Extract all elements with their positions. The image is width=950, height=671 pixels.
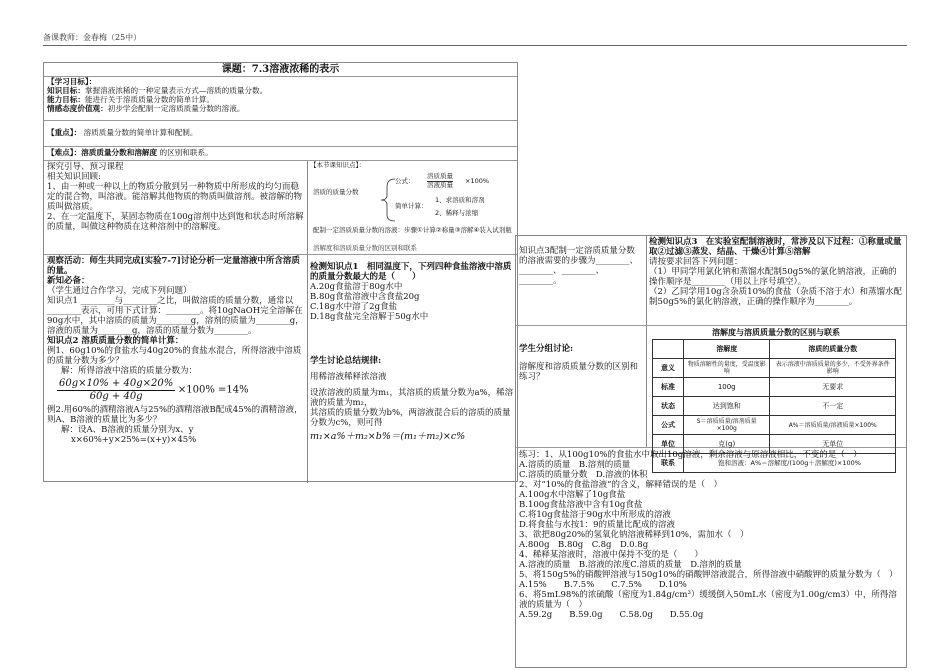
explore-line: 相关知识回顾: <box>47 172 101 183</box>
exercise-line: 4、稀释某溶液时，溶液中保持不变的是（ ） <box>519 550 703 561</box>
check3-line: （2）乙同学用10g含杂质10%的食盐（杂质不溶于水）和蒸馏水配制50g5%的氯化钠溶液，正确的操作顺序为________。 <box>649 287 903 308</box>
table-cell: 饱和溶液：A%＝溶解度/(100g＋溶解度)×100% <box>684 454 896 473</box>
formula-tail: ×100% <box>465 177 490 185</box>
formula1-denominator: 60g + 40g <box>89 390 143 402</box>
example2-line: 例2.用60%的酒精溶液A与25%的酒精溶液B配成45%的酒精溶液，则A、B溶液的质量比为多少？ <box>47 404 303 425</box>
table-cell: 不一定 <box>770 397 896 416</box>
table-cell: 物质溶解性的量度，受温度影响 <box>684 359 770 378</box>
exercise-line: A.800g B.80g C.8g D.0.8g <box>519 540 649 551</box>
knowledge-summary-section <box>307 161 517 255</box>
table-row <box>653 340 896 359</box>
table-header-cell: 溶解度 <box>684 340 770 359</box>
table-cell: 意义 <box>653 359 684 378</box>
ability-goal-label: 能力目标： <box>47 94 85 104</box>
table-cell: A%＝溶质质量/溶液质量×100% <box>770 416 896 435</box>
table-row <box>653 397 896 416</box>
formula-denominator: 溶液质量 <box>427 180 453 189</box>
exercise-line: 2、对“10%的食盐溶液”的含义，解释错误的是（ ） <box>519 480 722 491</box>
table-cell: 无要求 <box>770 378 896 397</box>
right-page <box>515 235 907 668</box>
explore-line: 1、由一种或一种以上的物质分散到另一种物质中所形成的均匀而稳定的混合物，叫溶液。能溶解其他物质的物质叫做溶剂。被溶解的物质叫做溶质。 <box>47 182 303 213</box>
emotion-goal: 初步学会配制一定溶质质量分数的溶液。 <box>107 103 245 113</box>
knowledge-goal: 掌握溶液浓稀的一种定量表示方式—溶质的质量分数。 <box>84 85 268 95</box>
table-cell: 无单位 <box>770 435 896 454</box>
activity-section <box>44 255 307 483</box>
ability-goal: 能进行关于溶质质量分数的简单计算。 <box>84 94 215 104</box>
check-discussion-section <box>307 255 517 483</box>
formula1-result: ×100% =14% <box>177 384 249 396</box>
activity-line: 解：所得溶液中溶质的质量分数为： <box>61 366 198 377</box>
table-cell: 联系 <box>653 454 684 473</box>
left-page <box>43 62 518 482</box>
difficult-point-text: 的区别和联系。 <box>159 148 213 157</box>
lesson-title: 课题：7.3溶液浓稀的表示 <box>44 63 517 77</box>
exercise-line: 5、将150g5%的硝酸钾溶液与150g10%的硝酸钾溶液混合，所得溶液中硝酸钾的质量分数为（ ） <box>519 570 898 581</box>
exercise-line: A.溶质的质量 B.溶剂的质量 <box>519 460 631 471</box>
discussion-heading: 学生讨论总结规律: <box>310 356 382 367</box>
explore-line: 2、在一定温度下，某固态物质在100g溶剂中达到饱和状态时所溶解的质量，叫做这种物质在这种溶剂中的溶解度。 <box>47 212 304 233</box>
exercise-line: 练习：1、从100g10%的食盐水中取出10g溶液，剩余溶液与原溶液相比，不变的是（ ） <box>519 450 862 460</box>
explore-line: 探究引导、预习课程 <box>47 162 124 172</box>
knowledge-goal-label: 知识目标： <box>47 85 85 95</box>
mindmap-caption: 溶解度和溶质质量分数的区别和联系 <box>313 244 417 252</box>
check1-option: C.18g水中溶了2g食盐 <box>310 302 398 313</box>
formula-example-1 <box>57 378 304 403</box>
objectives-heading: 【学习目标】： <box>47 77 97 86</box>
exercise-line: A.溶液的质量 B.溶液的浓度C.溶质的质量 D.溶剂的质量 <box>519 560 742 571</box>
table-cell: 克(g) <box>684 435 770 454</box>
check-3-section <box>646 236 906 326</box>
knowledge-point-3: 知识点3配制一定溶质质量分数的溶液需要的步骤为________、________、________、________。 <box>516 236 646 326</box>
objectives-section <box>44 77 517 121</box>
table-row <box>653 416 896 435</box>
exercise-line: B.100g食盐溶液中含有10g食盐 <box>519 500 643 511</box>
exercise-line: C.将10g食盐溶于90g水中所形成的溶液 <box>519 510 671 521</box>
exercise-line: 6、将5mL98%的浓硫酸（密度为1.84g/cm³）缓缓倒入50mL水（密度为1.00g/cm3）中，所得溶液的质量为（ ） <box>519 590 897 611</box>
header-divider <box>43 45 907 46</box>
mindmap-root: 溶质的质量分数 <box>313 188 359 196</box>
mindmap-bracket <box>367 177 397 223</box>
teacher-header: 备课教师：金春梅（25中） <box>43 33 142 42</box>
calc-label: 简单计算： <box>395 202 428 210</box>
table-header-cell <box>653 340 684 359</box>
activity-line: 知识点1 ________与________之比，叫做溶质的质量分数，通常以________表示，可用下式计算：________。将10gNaOH完全溶解在90g水中，其中溶质的质量为________g，溶剂的质量为________g，溶液的质量为________g，溶质的质量分数为________。 <box>47 296 304 337</box>
exercise-line: A.15% B.7.5% C.7.5% D.10% <box>519 580 687 591</box>
emotion-goal-label: 情感态度价值观： <box>47 103 108 113</box>
mindmap-formula <box>427 173 453 189</box>
table-cell: 单位 <box>653 435 684 454</box>
comparison-title: 溶解度与溶质质量分数的区别与联系 <box>712 328 840 337</box>
difficult-point-section <box>44 147 517 161</box>
key-point-section <box>44 121 517 147</box>
exercise-line: 3、欲把80g20%的氢氧化钠溶液稀释到10%，需加水（ ） <box>519 530 749 541</box>
group-discussion-heading: 学生分组讨论: <box>519 344 574 354</box>
summary-heading: 【本节课知识点】： <box>310 161 366 169</box>
activity-line: 观察活动：师生共同完成[实验7-7]讨论分析一定量溶液中所含溶质的量。 <box>47 256 300 277</box>
key-point-text: 溶质质量分数的简单计算和配制。 <box>83 128 198 137</box>
discussion-formula: m₁×a%＋m₂×b%＝(m₁＋m₂)×c% <box>310 431 466 443</box>
table-row <box>653 378 896 397</box>
table-cell: 表示溶液中溶质质量的多少，不受外界条件影响 <box>770 359 896 378</box>
discussion-line: 设浓溶液的质量为m₁，其溶质的质量分数为a%，稀溶液的质量为m₂， <box>310 388 514 409</box>
table-header-cell: 溶质的质量分数 <box>770 340 896 359</box>
exercise-line: A.100g水中溶解了10g食盐 <box>519 490 626 501</box>
table-cell: 100g <box>684 378 770 397</box>
table-row <box>653 359 896 378</box>
table-cell: 达到饱和 <box>684 397 770 416</box>
formula-label: 公式： <box>395 177 415 185</box>
group-discussion-text: 溶解度和溶质质量分数的区别和练习？ <box>519 362 639 383</box>
table-cell: 状态 <box>653 397 684 416</box>
example2-line: x×60%+y×25%=(x+y)×45% <box>71 434 197 445</box>
check3-line: 请按要求回答下列问题： <box>649 257 743 268</box>
key-point-label: 【重点】： <box>47 128 82 137</box>
activity-line: （学生通过合作学习，完成下列问题） <box>47 286 192 297</box>
check1-option: B.80g食盐溶液中含食盐20g <box>310 292 420 303</box>
prep-steps: 配制一定溶质质量分数的溶液：步骤①计算②称量③溶解④装入试剂瓶 <box>313 226 512 234</box>
formula1-numerator: 60g×10% + 40g×20% <box>59 378 174 390</box>
discussion-line: 其溶质的质量分数为b%，两溶液混合后的溶质的质量分数为c%，则可得 <box>310 408 511 429</box>
difficult-point-label: 【难点】：溶质质量分数和溶解度 <box>47 148 158 157</box>
formula-numerator: 溶质质量 <box>427 172 453 180</box>
exercise-line: A.59.2g B.59.0g C.58.0g D.55.0g <box>519 610 704 621</box>
check1-line: 检测知识点1 相同温度下，下列四种食盐溶液中溶质的质量分数最大的是（ ） <box>310 262 512 283</box>
exercise-section <box>516 448 906 668</box>
check1-option: D.18g食盐完全溶解于50g水中 <box>310 312 429 323</box>
explore-section <box>44 161 307 255</box>
table-cell: 公式 <box>653 416 684 435</box>
group-discussion-section <box>516 326 646 448</box>
table-cell: S＝溶质质量/溶剂质量×100g <box>684 416 770 435</box>
calc-item-2: 2、稀释与浓缩 <box>435 209 479 217</box>
check1-option: A.20g食盐溶于80g水中 <box>310 282 403 293</box>
activity-line: 新知必备： <box>47 276 90 287</box>
calc-item-1: 1、求溶质和溶剂 <box>435 196 485 204</box>
exercise-line: D.将食盐与水按1：9的质量比配成的溶液 <box>519 520 676 531</box>
check3-line: （1）甲同学用氯化钠和蒸馏水配制50g5%的氯化钠溶液，正确的操作顺序是________（用以上序号填空）。 <box>649 267 897 288</box>
table-cell: 标准 <box>653 378 684 397</box>
discussion-line: 用稀溶液稀释浓溶液 <box>310 372 387 383</box>
activity-line: 知识点2 溶质质量分数的简单计算： <box>47 336 184 347</box>
example2-line: 解：设A、B溶液的质量分别为x、y <box>61 424 194 435</box>
activity-line: 例1、60g10%的食盐水与40g20%的食盐水混合，所得溶液中溶质的质量分数为多少？ <box>47 346 302 367</box>
check3-line: 检测知识点3 在实验室配制溶液时，常涉及以下过程：①称量或量取②过滤③蒸发、结晶、干燥④计算⑤溶解 <box>649 237 902 258</box>
exercise-line: C.溶质的质量分数 D.溶液的体积 <box>519 470 648 481</box>
